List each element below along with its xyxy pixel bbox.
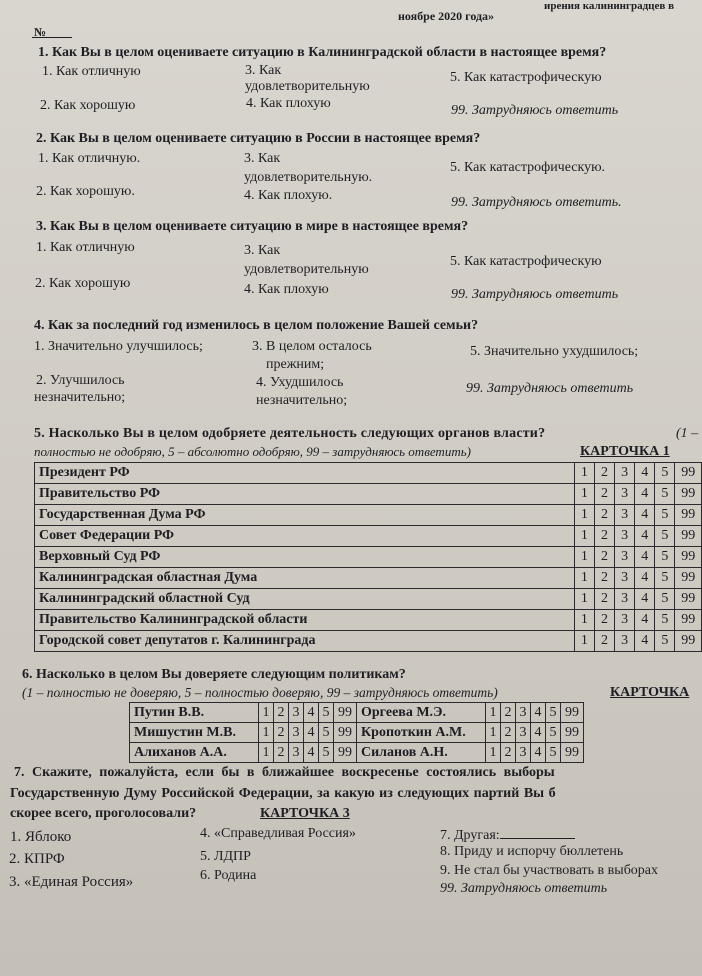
- rating-option: 1: [574, 631, 594, 652]
- q3-option: 4. Как плохую: [244, 282, 329, 297]
- rating-option: 4: [635, 526, 655, 547]
- rating-option: 2: [594, 526, 614, 547]
- rating-option: 2: [501, 723, 516, 743]
- rating-option: 3: [289, 743, 304, 763]
- rating-option: 2: [274, 743, 289, 763]
- rating-option: 5: [655, 463, 675, 484]
- rating-option: 3: [615, 610, 635, 631]
- rating-option: 1: [486, 703, 501, 723]
- authority-name: Калининградская областная Дума: [35, 568, 575, 589]
- rating-option: 5: [655, 505, 675, 526]
- q2-option: 99. Затрудняюсь ответить.: [451, 195, 622, 210]
- authority-name: Президент РФ: [35, 463, 575, 484]
- rating-option: 99: [561, 703, 584, 723]
- rating-option: 99: [675, 484, 702, 505]
- rating-option: 1: [574, 526, 594, 547]
- authority-name: Правительство РФ: [35, 484, 575, 505]
- rating-option: 2: [501, 743, 516, 763]
- table-row: [35, 568, 702, 589]
- table-row: [130, 703, 584, 723]
- rating-option: 3: [289, 703, 304, 723]
- q4-option: 2. Улучшилось: [36, 373, 125, 388]
- rating-option: 2: [594, 484, 614, 505]
- table-row: [130, 743, 584, 763]
- rating-option: 3: [615, 526, 635, 547]
- q7-option-other: [440, 826, 575, 844]
- question-2-title: 2. Как Вы в целом оцениваете ситуацию в России в настоящее время?: [36, 131, 481, 146]
- rating-option: 1: [574, 589, 594, 610]
- table-row: [35, 589, 702, 610]
- rating-option: 4: [635, 610, 655, 631]
- question-5-title: 5. Насколько Вы в целом одобряете деятельность следующих органов власти?: [34, 426, 546, 441]
- rating-option: 3: [516, 723, 531, 743]
- rating-option: 2: [594, 631, 614, 652]
- rating-option: 99: [675, 589, 702, 610]
- rating-option: 5: [655, 589, 675, 610]
- question-7-line-2: Государственную Думу Российской Федерации, за какую из следующих партий Вы б: [10, 786, 556, 801]
- rating-option: 5: [655, 568, 675, 589]
- rating-option: 3: [615, 547, 635, 568]
- question-5-scale-start: (1 –: [676, 426, 699, 441]
- question-3-title: 3. Как Вы в целом оцениваете ситуацию в мире в настоящее время?: [36, 219, 469, 234]
- rating-option: 3: [615, 505, 635, 526]
- rating-option: 3: [615, 463, 635, 484]
- question-1-title: 1. Как Вы в целом оцениваете ситуацию в Калининградской области в настоящее время?: [38, 45, 607, 60]
- table-row: [35, 484, 702, 505]
- rating-option: 4: [635, 463, 655, 484]
- q1-option: 1. Как отличную: [42, 64, 141, 79]
- rating-option: 5: [546, 743, 561, 763]
- q7-option: 2. КПРФ: [9, 851, 65, 867]
- rating-option: 99: [561, 723, 584, 743]
- rating-option: 4: [304, 723, 319, 743]
- rating-option: 5: [546, 723, 561, 743]
- q7-option: 1. Яблоко: [10, 829, 72, 845]
- table-row: [35, 463, 702, 484]
- q4-option: 4. Ухудшилось: [256, 375, 344, 390]
- rating-option: 99: [334, 703, 357, 723]
- rating-option: 99: [334, 743, 357, 763]
- rating-option: 4: [635, 568, 655, 589]
- table-row: [130, 723, 584, 743]
- question-6-card: КАРТОЧКА: [610, 685, 690, 700]
- rating-option: 1: [486, 723, 501, 743]
- rating-option: 2: [594, 547, 614, 568]
- rating-option: 1: [574, 484, 594, 505]
- rating-option: 3: [516, 743, 531, 763]
- politician-name: Оргеева М.Э.: [357, 703, 486, 723]
- q3-option: 5. Как катастрофическую: [450, 254, 602, 269]
- rating-option: 2: [274, 723, 289, 743]
- q1-option: 5. Как катастрофическую: [450, 70, 602, 85]
- authority-name: Совет Федерации РФ: [35, 526, 575, 547]
- rating-option: 2: [594, 589, 614, 610]
- authority-name: Городской совет депутатов г. Калининграда: [35, 631, 575, 652]
- other-party-blank: [500, 826, 575, 839]
- question-6-scale-note: (1 – полностью не доверяю, 5 – полностью доверяю, 99 – затрудняюсь ответить): [22, 685, 498, 700]
- rating-option: 3: [516, 703, 531, 723]
- table-row: [35, 505, 702, 526]
- rating-option: 5: [655, 631, 675, 652]
- rating-option: 3: [615, 631, 635, 652]
- authority-name: Правительство Калининградской области: [35, 610, 575, 631]
- rating-option: 99: [334, 723, 357, 743]
- q3-option: 2. Как хорошую: [35, 276, 131, 291]
- rating-option: 1: [574, 463, 594, 484]
- politician-name: Кропоткин А.М.: [357, 723, 486, 743]
- authority-name: Государственная Дума РФ: [35, 505, 575, 526]
- rating-option: 2: [274, 703, 289, 723]
- question-7-card: КАРТОЧКА 3: [260, 806, 350, 821]
- q1-option: 99. Затрудняюсь ответить: [451, 103, 619, 118]
- rating-option: 1: [574, 547, 594, 568]
- q2-option: 3. Как: [244, 151, 281, 166]
- rating-option: 5: [655, 526, 675, 547]
- politician-name: Алиханов А.А.: [130, 743, 259, 763]
- question-5-card: КАРТОЧКА 1: [580, 444, 670, 459]
- header-fragment: ирения калининградцев в: [544, 0, 675, 12]
- politicians-trust-table: [129, 702, 584, 763]
- rating-option: 5: [319, 723, 334, 743]
- rating-option: 1: [259, 743, 274, 763]
- question-7-line-1: 7. Скажите, пожалуйста, если бы в ближайшее воскресенье состоялись выборы: [14, 765, 555, 780]
- rating-option: 3: [289, 723, 304, 743]
- question-7-line-3: скорее всего, проголосовали?: [10, 806, 197, 821]
- rating-option: 2: [594, 610, 614, 631]
- rating-option: 4: [304, 743, 319, 763]
- rating-option: 4: [531, 703, 546, 723]
- authority-name: Калининградский областной Суд: [35, 589, 575, 610]
- table-row: [35, 631, 702, 652]
- q7-option: 8. Приду и испорчу бюллетень: [440, 844, 624, 859]
- number-blank-line: [32, 37, 72, 38]
- q4-option: 5. Значительно ухудшилось;: [470, 344, 639, 359]
- q2-option: 1. Как отличную.: [38, 151, 141, 166]
- rating-option: 3: [615, 484, 635, 505]
- q1-option: удовлетворительную: [245, 79, 370, 94]
- question-6-title: 6. Насколько в целом Вы доверяете следующим политикам?: [22, 667, 406, 682]
- politician-name: Мишустин М.В.: [130, 723, 259, 743]
- q3-option: удовлетворительную: [244, 262, 369, 277]
- q7-option-label: 7. Другая:: [440, 828, 500, 843]
- q4-option: 99. Затрудняюсь ответить: [466, 381, 634, 396]
- authority-name: Верховный Суд РФ: [35, 547, 575, 568]
- rating-option: 99: [675, 631, 702, 652]
- rating-option: 99: [675, 526, 702, 547]
- rating-option: 99: [675, 568, 702, 589]
- rating-option: 5: [655, 484, 675, 505]
- rating-option: 5: [655, 610, 675, 631]
- rating-option: 99: [561, 743, 584, 763]
- q7-option: 9. Не стал бы участвовать в выборах: [440, 863, 659, 878]
- rating-option: 2: [594, 505, 614, 526]
- rating-option: 4: [304, 703, 319, 723]
- rating-option: 5: [319, 703, 334, 723]
- rating-option: 1: [574, 610, 594, 631]
- politician-name: Путин В.В.: [130, 703, 259, 723]
- rating-option: 4: [635, 505, 655, 526]
- q1-option: 3. Как: [245, 63, 282, 78]
- rating-option: 2: [501, 703, 516, 723]
- q1-option: 4. Как плохую: [246, 96, 331, 111]
- rating-option: 99: [675, 463, 702, 484]
- q4-option: незначительно;: [34, 390, 126, 405]
- rating-option: 2: [594, 568, 614, 589]
- q7-option: 99. Затрудняюсь ответить: [440, 881, 608, 896]
- q7-option: 6. Родина: [200, 868, 257, 883]
- question-5-scale-note: полностью не одобряю, 5 – абсолютно одобряю, 99 – затрудняюсь ответить): [34, 444, 471, 459]
- question-4-title: 4. Как за последний год изменилось в целом положение Вашей семьи?: [34, 318, 479, 333]
- q1-option: 2. Как хорошую: [40, 98, 136, 113]
- q4-option: 3. В целом осталось: [252, 339, 372, 354]
- q3-option: 99. Затрудняюсь ответить: [451, 287, 619, 302]
- q7-option: 4. «Справедливая Россия»: [200, 826, 356, 841]
- rating-option: 3: [615, 589, 635, 610]
- rating-option: 1: [259, 723, 274, 743]
- q4-option: прежним;: [266, 357, 325, 372]
- q7-option: 5. ЛДПР: [200, 849, 251, 864]
- rating-option: 5: [546, 703, 561, 723]
- header-line: ноябре 2020 года»: [398, 9, 495, 23]
- rating-option: 5: [319, 743, 334, 763]
- rating-option: 1: [486, 743, 501, 763]
- rating-option: 4: [635, 547, 655, 568]
- q2-option: 4. Как плохую.: [244, 188, 333, 203]
- rating-option: 4: [635, 631, 655, 652]
- rating-option: 2: [594, 463, 614, 484]
- rating-option: 1: [259, 703, 274, 723]
- authorities-approval-table: [34, 462, 702, 652]
- q3-option: 1. Как отличную: [36, 240, 135, 255]
- rating-option: 4: [531, 743, 546, 763]
- rating-option: 4: [635, 484, 655, 505]
- rating-option: 99: [675, 610, 702, 631]
- table-row: [35, 526, 702, 547]
- rating-option: 5: [655, 547, 675, 568]
- number-label: №: [34, 25, 47, 39]
- rating-option: 99: [675, 547, 702, 568]
- rating-option: 1: [574, 505, 594, 526]
- rating-option: 4: [635, 589, 655, 610]
- rating-option: 4: [531, 723, 546, 743]
- politician-name: Силанов А.Н.: [357, 743, 486, 763]
- rating-option: 3: [615, 568, 635, 589]
- q2-option: 2. Как хорошую.: [36, 184, 135, 199]
- table-row: [35, 547, 702, 568]
- q4-option: 1. Значительно улучшилось;: [34, 339, 203, 354]
- q3-option: 3. Как: [244, 243, 281, 258]
- rating-option: 1: [574, 568, 594, 589]
- rating-option: 99: [675, 505, 702, 526]
- table-row: [35, 610, 702, 631]
- q7-option: 3. «Единая Россия»: [9, 874, 134, 890]
- q4-option: незначительно;: [256, 393, 348, 408]
- q2-option: 5. Как катастрофическую.: [450, 160, 606, 175]
- q2-option: удовлетворительную.: [244, 170, 373, 185]
